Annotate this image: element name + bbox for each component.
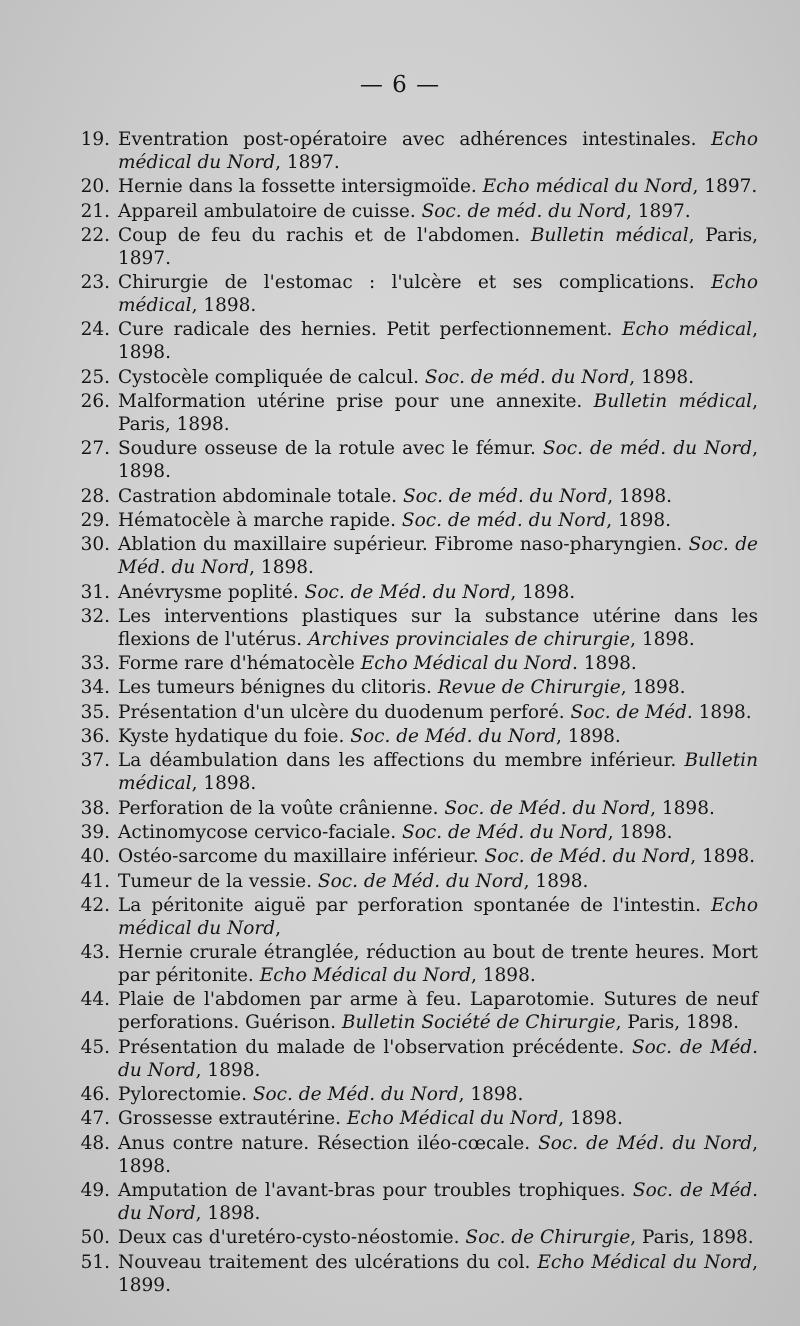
entry-date: , Paris, 1898. bbox=[630, 1227, 754, 1249]
list-item bbox=[48, 701, 758, 724]
list-item bbox=[48, 894, 758, 940]
entry-source: Echo Médical du Nord bbox=[537, 1251, 753, 1273]
bibliography-list bbox=[48, 128, 758, 1298]
entry-source: Soc. de méd. du Nord bbox=[402, 485, 608, 507]
entry-date: , 1898. bbox=[523, 870, 589, 892]
entry-source: Soc. de Méd. du Nord bbox=[252, 1084, 459, 1106]
entry-source: Soc. de Méd. du Nord bbox=[538, 1132, 753, 1154]
entry-number: 45. bbox=[80, 1036, 110, 1058]
entry-title: Présentation d'un ulcère du duodenum perforé. bbox=[118, 701, 571, 723]
entry-date: , 1898. bbox=[458, 1084, 524, 1106]
entry-number: 27. bbox=[80, 438, 110, 460]
entry-number: 22. bbox=[80, 224, 110, 246]
entry-date: , 1898. bbox=[191, 295, 257, 317]
entry-date: , Paris, 1897. bbox=[118, 224, 759, 269]
entry-date: , 1898. bbox=[195, 1202, 261, 1224]
list-item bbox=[48, 1132, 758, 1178]
entry-title: Cure radicale des hernies. Petit perfectionnement. bbox=[118, 319, 622, 341]
entry-number: 36. bbox=[80, 726, 110, 748]
list-item bbox=[48, 200, 758, 223]
entry-title: La péritonite aiguë par perforation spontanée de l'intestin. bbox=[118, 894, 712, 916]
entry-title: Anus contre nature. Résection iléo-cœcale. bbox=[118, 1132, 539, 1154]
entry-source: Soc. de Méd. du Nord bbox=[350, 726, 557, 748]
entry-date: , 1897. bbox=[692, 176, 758, 198]
entry-source: Echo médical du Nord bbox=[482, 176, 693, 198]
entry-date: , 1898. bbox=[510, 581, 576, 603]
entry-date: , bbox=[275, 917, 281, 939]
entry-title: Plaie de l'abdomen par arme à feu. Laparotomie. Sutures de neuf perforations. Guérison. bbox=[118, 989, 758, 1034]
entry-number: 51. bbox=[80, 1251, 110, 1273]
entry-title: Les tumeurs bénignes du clitoris. bbox=[118, 677, 438, 699]
entry-source: Soc. de Méd. bbox=[570, 701, 693, 723]
list-item bbox=[48, 437, 758, 483]
entry-source: Soc. de Méd. du Nord bbox=[402, 821, 608, 843]
entry-title: Nouveau traitement des ulcérations du col. bbox=[118, 1251, 538, 1273]
entry-source: Soc. de Méd. du Nord bbox=[484, 846, 691, 868]
entry-source: Echo Médical du Nord bbox=[346, 1108, 559, 1130]
entry-title: Hématocèle à marche rapide. bbox=[118, 509, 402, 531]
entry-date: , 1898. bbox=[118, 438, 758, 483]
entry-date: , 1898. bbox=[556, 726, 621, 748]
entry-number: 20. bbox=[80, 176, 110, 198]
list-item bbox=[48, 1251, 758, 1297]
entry-date: , 1898. bbox=[118, 1132, 758, 1177]
entry-number: 29. bbox=[80, 509, 110, 531]
entry-source: Bulletin médical bbox=[530, 224, 689, 246]
entry-title: Hernie dans la fossette intersigmoïde. bbox=[118, 176, 483, 198]
entry-date: , 1898. bbox=[690, 846, 755, 868]
list-item bbox=[48, 175, 758, 198]
entry-title: La déambulation dans les affections du membre inférieur. bbox=[118, 750, 685, 772]
entry-number: 26. bbox=[80, 391, 110, 413]
entry-source: Echo Médical du Nord bbox=[360, 653, 573, 675]
list-item bbox=[48, 366, 758, 389]
entry-date: , 1898. bbox=[191, 773, 257, 795]
entry-title: Ostéo-sarcome du maxillaire inférieur. bbox=[118, 846, 485, 868]
list-item bbox=[48, 509, 758, 532]
entry-date: , 1898. bbox=[606, 509, 671, 531]
entry-number: 32. bbox=[80, 605, 110, 627]
entry-source: Soc. de Méd. du Nord bbox=[304, 581, 511, 603]
list-item bbox=[48, 676, 758, 699]
entry-title: Hernie crurale étranglée, réduction au bout de trente heures. Mort par péritonite. bbox=[118, 942, 758, 987]
entry-date: 1898. bbox=[692, 701, 752, 723]
entry-source: Soc. de Méd. du Nord bbox=[118, 1036, 758, 1081]
entry-number: 50. bbox=[80, 1227, 110, 1249]
entry-number: 30. bbox=[80, 534, 110, 556]
entry-date: , 1898. bbox=[650, 797, 715, 819]
entry-source: Echo Médical du Nord bbox=[259, 965, 471, 987]
entry-number: 38. bbox=[80, 797, 110, 819]
entry-number: 35. bbox=[80, 701, 110, 723]
entry-date: , 1898. bbox=[471, 965, 536, 987]
entry-source: Soc. de méd. du Nord bbox=[424, 366, 630, 388]
entry-title: Castration abdominale totale. bbox=[118, 485, 403, 507]
entry-number: 34. bbox=[80, 677, 110, 699]
list-item bbox=[48, 941, 758, 987]
entry-source: Soc. de méd. du Nord bbox=[421, 200, 626, 222]
entry-number: 23. bbox=[80, 272, 110, 294]
list-item bbox=[48, 845, 758, 868]
entry-number: 48. bbox=[80, 1132, 110, 1154]
entry-source: Archives provinciales de chirurgie bbox=[308, 628, 631, 650]
entry-number: 40. bbox=[80, 846, 110, 868]
entry-source: Bulletin médical bbox=[118, 750, 758, 795]
entry-source: Echo médical bbox=[621, 319, 753, 341]
entry-title: Soudure osseuse de la rotule avec le fémur. bbox=[118, 438, 543, 460]
list-item bbox=[48, 821, 758, 844]
entry-source: Soc. de Méd. du Nord bbox=[118, 1179, 758, 1224]
list-item bbox=[48, 870, 758, 893]
entry-number: 25. bbox=[80, 366, 110, 388]
entry-number: 42. bbox=[80, 894, 110, 916]
entry-source: Revue de Chirurgie bbox=[437, 677, 621, 699]
list-item bbox=[48, 581, 758, 604]
entry-number: 39. bbox=[80, 821, 110, 843]
page-number: — 6 — bbox=[359, 72, 441, 98]
list-item bbox=[48, 797, 758, 820]
entry-number: 49. bbox=[80, 1179, 110, 1201]
entry-number: 37. bbox=[80, 750, 110, 772]
entry-title: Appareil ambulatoire de cuisse. bbox=[118, 200, 422, 222]
entry-date: , Paris, 1898. bbox=[118, 391, 758, 436]
entry-title: Présentation du malade de l'observation précédente. bbox=[118, 1036, 632, 1058]
list-item bbox=[48, 749, 758, 795]
list-item bbox=[48, 224, 758, 270]
entry-title: Coup de feu du rachis et de l'abdomen. bbox=[118, 224, 531, 246]
entry-date: , 1898. bbox=[629, 366, 695, 388]
entry-title: Malformation utérine prise pour une annexite. bbox=[118, 391, 594, 413]
entry-source: Echo médical du Nord bbox=[118, 129, 758, 173]
entry-title: Eventration post-opératoire avec adhérences intestinales. bbox=[118, 129, 712, 150]
entry-title: Ablation du maxillaire supérieur. Fibrome naso-pharyngien. bbox=[118, 534, 689, 556]
entry-date: , 1898. bbox=[607, 485, 673, 507]
list-item bbox=[48, 605, 758, 651]
entry-source: Soc. de Chirurgie bbox=[465, 1227, 631, 1249]
list-item bbox=[48, 725, 758, 748]
entry-number: 46. bbox=[80, 1084, 110, 1106]
entry-title: Amputation de l'avant-bras pour troubles trophiques. bbox=[118, 1179, 633, 1201]
list-item bbox=[48, 1036, 758, 1082]
entry-source: Echo médical du Nord bbox=[118, 894, 758, 939]
list-item bbox=[48, 988, 758, 1034]
entry-title: Deux cas d'uretéro-cysto-néostomie. bbox=[118, 1227, 466, 1249]
entry-date: , 1898. bbox=[118, 319, 758, 364]
entry-source: Bulletin médical bbox=[593, 391, 753, 413]
entry-source: Soc. de méd. du Nord bbox=[401, 509, 607, 531]
entry-title: Tumeur de la vessie. bbox=[118, 870, 318, 892]
entry-number: 41. bbox=[80, 870, 110, 892]
entry-number: 21. bbox=[80, 200, 110, 222]
entry-number: 19. bbox=[80, 129, 110, 150]
entry-title: Perforation de la voûte crânienne. bbox=[118, 797, 445, 819]
list-item bbox=[48, 390, 758, 436]
entry-number: 44. bbox=[80, 989, 110, 1011]
entry-date: , 1897. bbox=[625, 200, 691, 222]
list-item bbox=[48, 1179, 758, 1225]
list-item bbox=[48, 1107, 758, 1130]
entry-source: Soc. de Méd. du Nord bbox=[444, 797, 651, 819]
list-item bbox=[48, 652, 758, 675]
entry-number: 24. bbox=[80, 319, 110, 341]
entry-date: , 1899. bbox=[118, 1251, 758, 1296]
entry-title: Les interventions plastiques sur la substance utérine dans les flexions de l'utérus. bbox=[118, 605, 758, 650]
entry-source: Soc. de méd. du Nord bbox=[542, 438, 753, 460]
list-item bbox=[48, 318, 758, 364]
entry-source: Echo médical bbox=[118, 272, 758, 317]
entry-date: , 1898. bbox=[558, 1108, 623, 1130]
entry-date: , 1897. bbox=[275, 152, 340, 173]
entry-title: Actinomycose cervico-faciale. bbox=[118, 821, 403, 843]
entry-title: Anévrysme poplité. bbox=[118, 581, 305, 603]
entry-title: Chirurgie de l'estomac : l'ulcère et ses complications. bbox=[118, 272, 712, 294]
list-item bbox=[48, 1226, 758, 1249]
entry-date: , 1898. bbox=[249, 557, 314, 579]
entry-number: 33. bbox=[80, 653, 110, 675]
entry-date: , 1898. bbox=[195, 1059, 261, 1081]
entry-date: , 1898. bbox=[630, 628, 695, 650]
list-item bbox=[48, 271, 758, 317]
entry-title: Cystocèle compliquée de calcul. bbox=[118, 366, 425, 388]
entry-source: Bulletin Société de Chirurgie bbox=[341, 1012, 616, 1034]
entry-title: Forme rare d'hématocèle bbox=[118, 653, 361, 675]
entry-number: 43. bbox=[80, 942, 110, 964]
entry-title: Grossesse extrautérine. bbox=[118, 1108, 347, 1130]
entry-title: Kyste hydatique du foie. bbox=[118, 726, 351, 748]
entry-date: . 1898. bbox=[572, 653, 637, 675]
entry-number: 28. bbox=[80, 485, 110, 507]
entry-title: Pylorectomie. bbox=[118, 1084, 253, 1106]
list-item bbox=[48, 533, 758, 579]
list-item bbox=[48, 485, 758, 508]
entry-number: 31. bbox=[80, 581, 110, 603]
entry-source: Soc. de Méd. du Nord bbox=[317, 870, 524, 892]
list-item bbox=[48, 128, 758, 174]
entry-source: Soc. de Méd. du Nord bbox=[118, 534, 758, 579]
entry-date: , Paris, 1898. bbox=[615, 1012, 739, 1034]
entry-number: 47. bbox=[80, 1108, 110, 1130]
entry-date: , 1898. bbox=[607, 821, 673, 843]
entry-date: , 1898. bbox=[620, 677, 686, 699]
list-item bbox=[48, 1083, 758, 1106]
